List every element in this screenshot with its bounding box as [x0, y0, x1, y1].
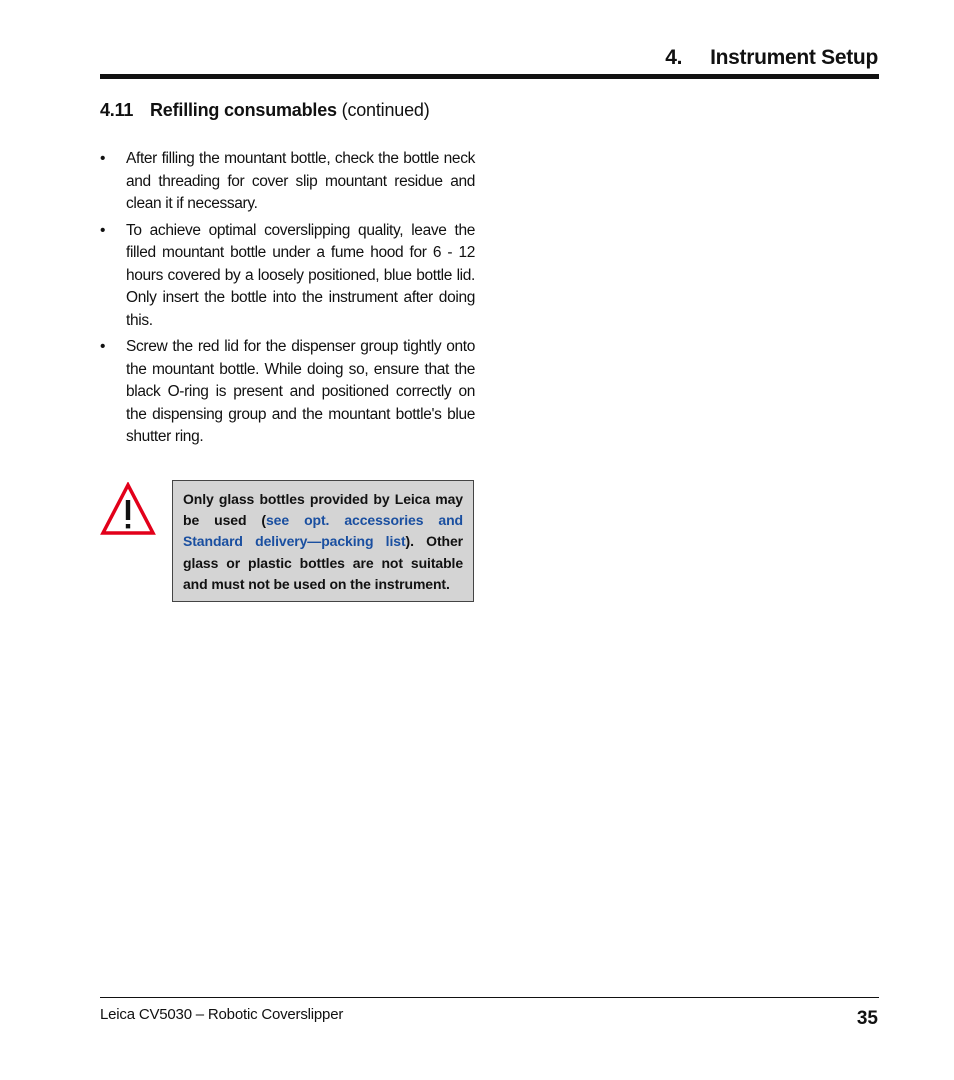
list-item [100, 336, 475, 449]
footer-rule [100, 997, 879, 998]
chapter-title [665, 46, 878, 70]
list-item-text: To achieve optimal coverslipping quality, leave the filled mountant bottle under a fume hood for 6 - 12 hours covered by a loosely positioned, blue bottle lid. Only insert the bottle into the instrument after doing this. [126, 221, 475, 329]
list-item [100, 148, 475, 216]
header-rule [100, 74, 879, 79]
chapter-number: 4. [665, 46, 683, 69]
list-item-text: Screw the red lid for the dispenser group tightly onto the mountant bottle. While doing so, ensure that the black O-ring is present and positioned correctly on the dispensing group and the mountant bottle's blue shutter ring. [126, 338, 475, 445]
footer-document-title: Leica CV5030 – Robotic Coverslipper [100, 1006, 344, 1023]
chapter-title-text: Instrument Setup [710, 46, 878, 69]
bullet-list [100, 148, 475, 453]
section-heading [100, 100, 430, 121]
warning-box [172, 480, 474, 602]
section-suffix: (continued) [341, 100, 430, 120]
accessories-link[interactable]: see opt. accessories and Standard delivery—packing list [183, 512, 463, 550]
list-item [100, 220, 475, 333]
bullet-icon: • [100, 338, 106, 355]
section-title: Refilling consumables [150, 100, 337, 120]
page-number: 35 [856, 1008, 878, 1029]
warning-text-after: ). Other glass or plastic bottles are not suitable and must not be used on the instrument. [183, 533, 463, 592]
warning-triangle-icon [100, 482, 156, 536]
warning-text-before: Only glass bottles provided by Leica may be used ( [183, 491, 463, 529]
bullet-icon: • [100, 150, 106, 167]
section-number: 4.11 [100, 100, 134, 120]
list-item-text: After filling the mountant bottle, check the bottle neck and threading for cover slip mountant residue and clean it if necessary. [126, 150, 475, 212]
bullet-icon: • [100, 221, 106, 239]
